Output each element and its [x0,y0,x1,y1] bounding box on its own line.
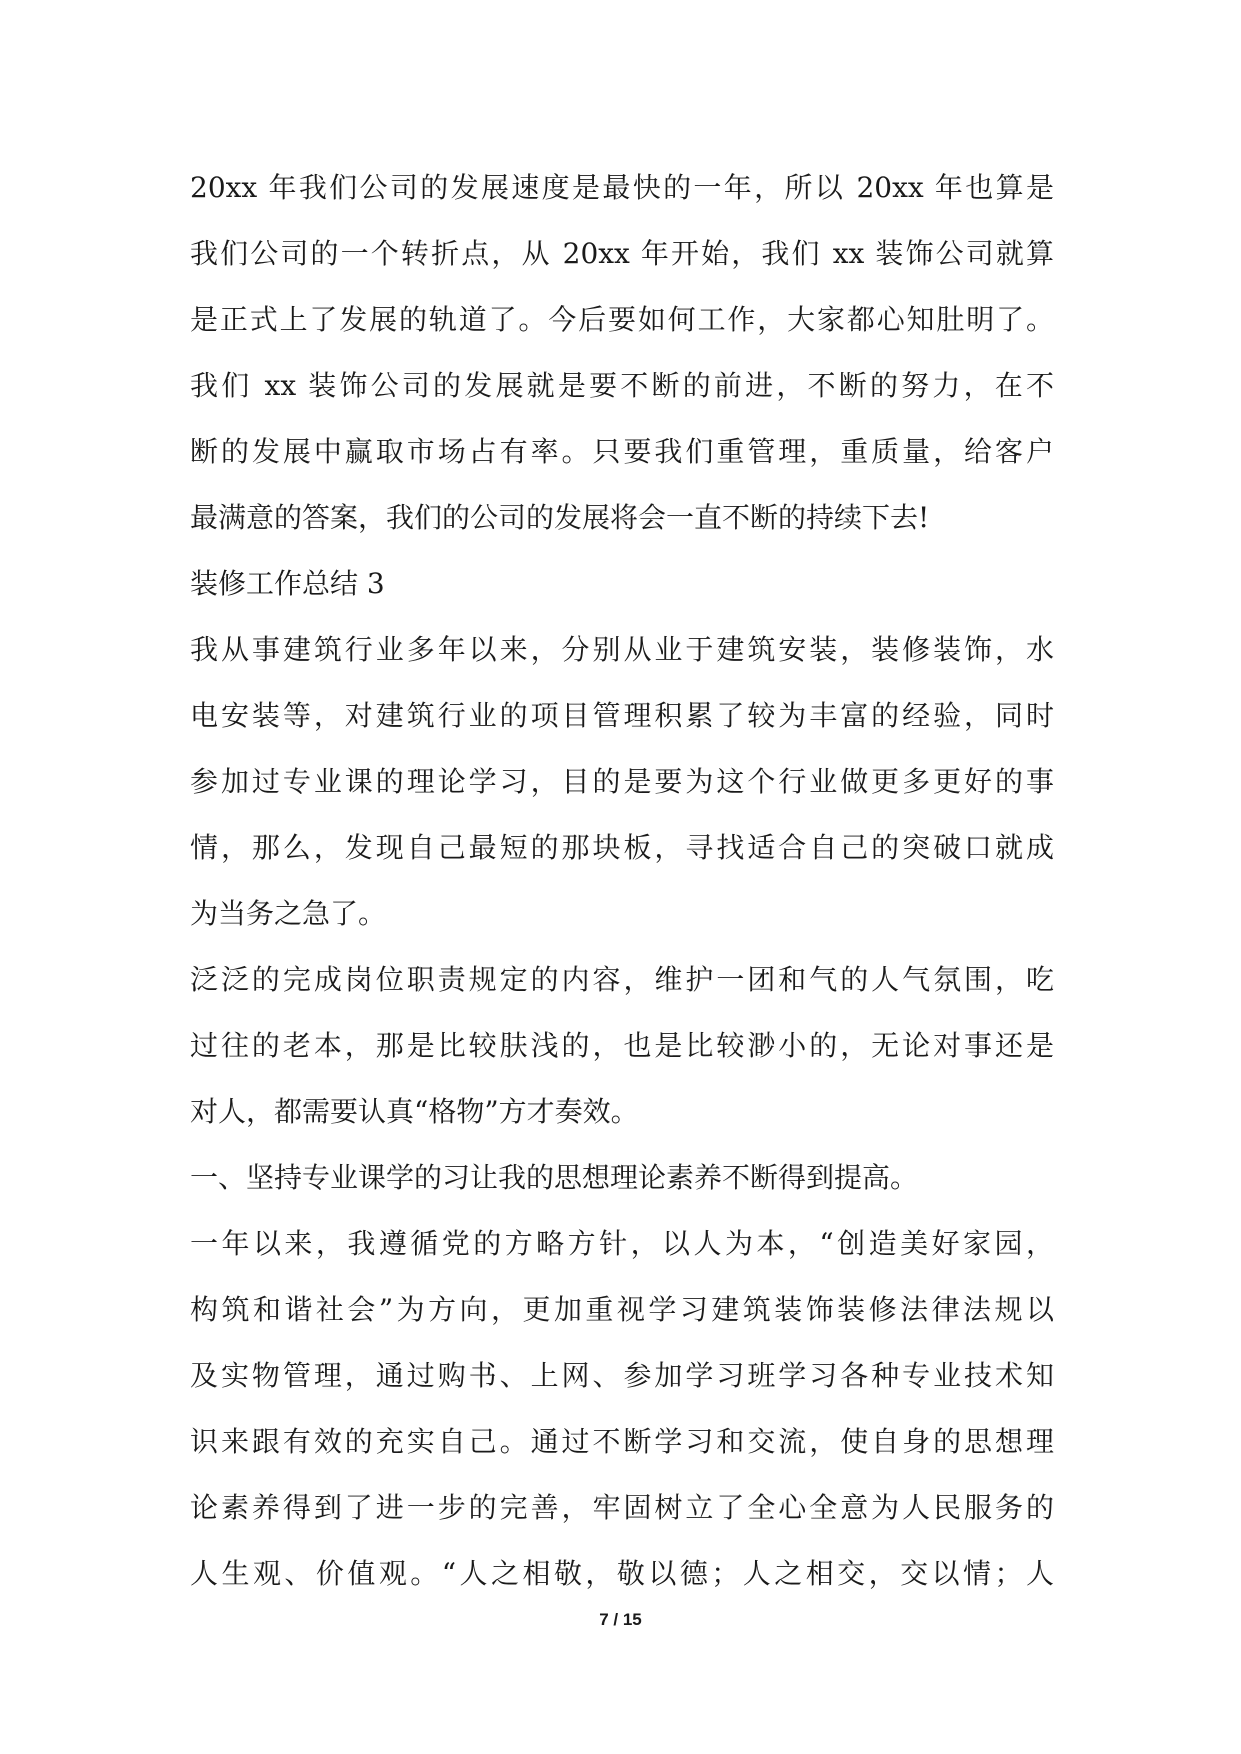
text-line: 电安装等，对建筑行业的项目管理积累了较为丰富的经验，同时 [190,699,1054,732]
text-line: 装修工作总结 3 [190,567,385,600]
page-number: 7 / 15 [599,1610,642,1629]
text-line: 我从事建筑行业多年以来，分别从业于建筑安装，装修装饰，水 [190,633,1054,666]
text-line: 是正式上了发展的轨道了。今后要如何工作，大家都心知肚明了。 [190,303,1054,336]
text-line: 人生观、价值观。“人之相敬，敬以德；人之相交，交以情；人 [190,1557,1054,1590]
text-line: 构筑和谐社会”为方向，更加重视学习建筑装饰装修法律法规以 [190,1293,1054,1326]
text-line: 情，那么，发现自己最短的那块板，寻找适合自己的突破口就成 [190,831,1054,864]
text-line: 20xx 年我们公司的发展速度是最快的一年，所以 20xx 年也算是 [190,171,1054,204]
text-line: 识来跟有效的充实自己。通过不断学习和交流，使自身的思想理 [190,1425,1054,1458]
text-line: 我们公司的一个转折点，从 20xx 年开始，我们 xx 装饰公司就算 [190,237,1054,270]
text-line: 最满意的答案，我们的公司的发展将会一直不断的持续下去! [190,501,930,534]
text-line: 对人，都需要认真“格物”方才奏效。 [190,1095,639,1128]
text-line: 及实物管理，通过购书、上网、参加学习班学习各种专业技术知 [190,1359,1054,1392]
text-line: 我们 xx 装饰公司的发展就是要不断的前进，不断的努力，在不 [190,369,1054,402]
text-line: 参加过专业课的理论学习，目的是要为这个行业做更多更好的事 [190,765,1054,798]
text-line: 论素养得到了进一步的完善，牢固树立了全心全意为人民服务的 [190,1491,1054,1524]
text-line: 泛泛的完成岗位职责规定的内容，维护一团和气的人气氛围，吃 [190,963,1054,996]
document-body [190,155,1054,1607]
text-line: 过往的老本，那是比较肤浅的，也是比较渺小的，无论对事还是 [190,1029,1054,1062]
text-line: 一年以来，我遵循党的方略方针，以人为本，“创造美好家园， [190,1227,1054,1260]
text-line: 断的发展中赢取市场占有率。只要我们重管理，重质量，给客户 [190,435,1054,468]
text-line: 为当务之急了。 [190,897,387,930]
text-line: 一、坚持专业课学的习让我的思想理论素养不断得到提高。 [190,1161,919,1194]
